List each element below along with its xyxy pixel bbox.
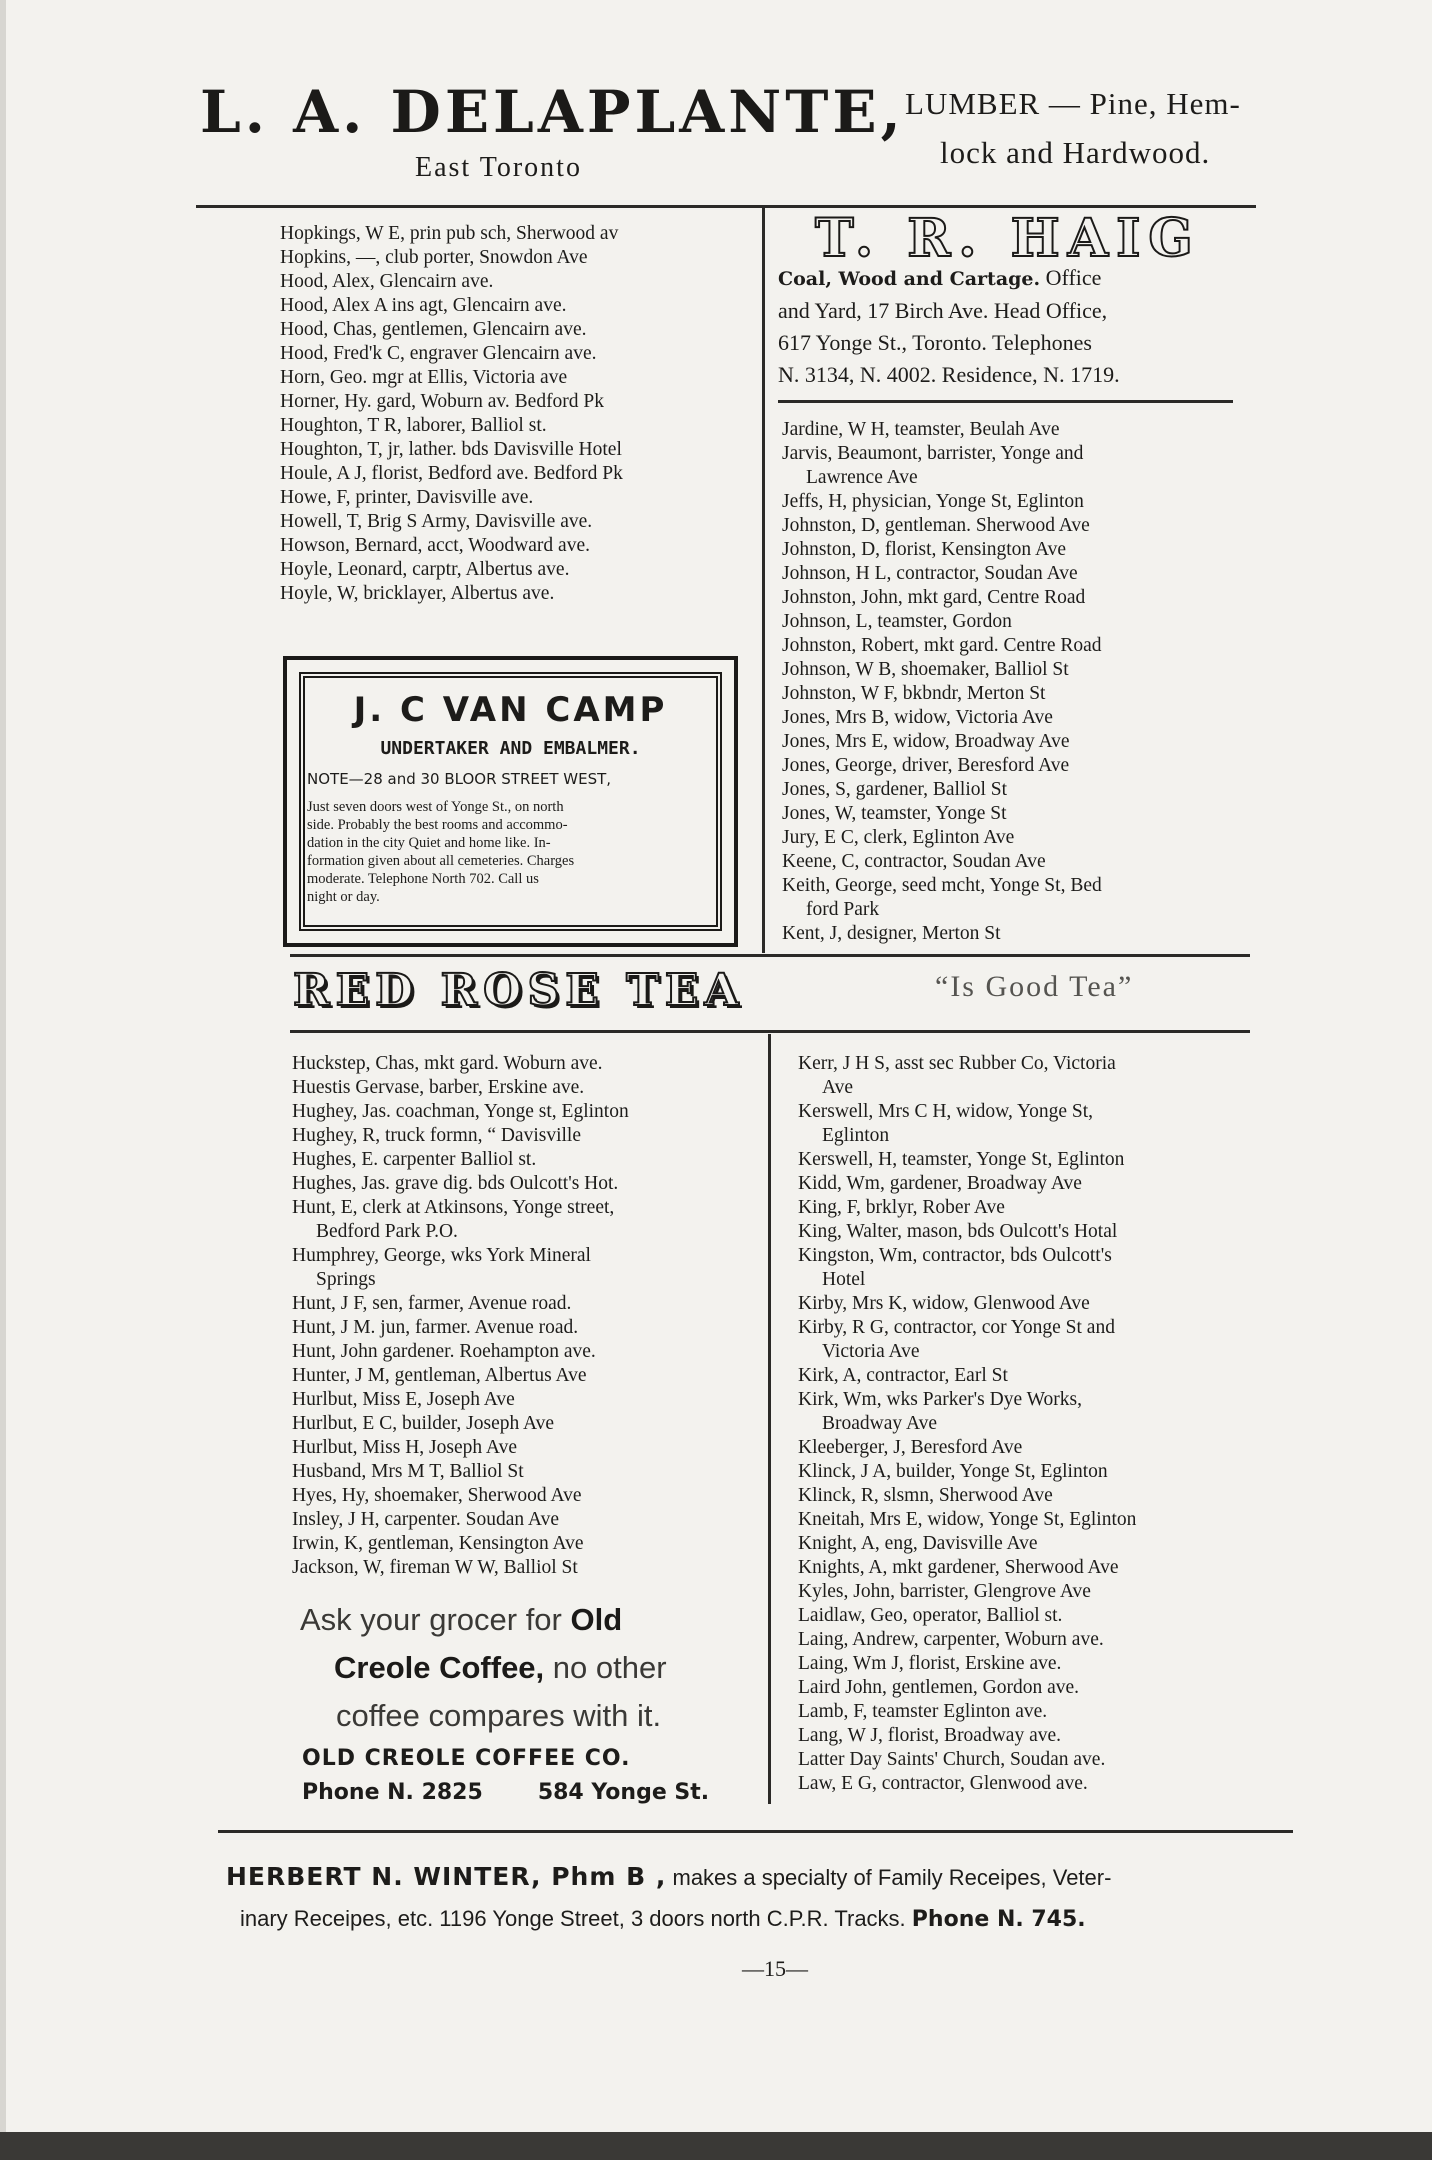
right-top-listing — [782, 418, 1102, 946]
listing-entry: Houghton, T, jr, lather. bds Davisville Hotel — [280, 439, 622, 460]
listing-entry: Houghton, T R, laborer, Balliol st. — [280, 415, 547, 436]
van-camp-body-line: moderate. Telephone North 702. Call us — [307, 871, 539, 887]
listing-entry: Howe, F, printer, Davisville ave. — [280, 487, 534, 508]
listing-entry: King, F, brklyr, Rober Ave — [798, 1197, 1005, 1218]
listing-entry: Houle, A J, florist, Bedford ave. Bedford Pk — [280, 463, 623, 484]
listing-entry: Huckstep, Chas, mkt gard. Woburn ave. — [292, 1053, 603, 1074]
listing-entry: King, Walter, mason, bds Oulcott's Hotal — [798, 1221, 1118, 1242]
listing-entry: Johnson, L, teamster, Gordon — [782, 611, 1012, 632]
van-camp-body-line: side. Probably the best rooms and accommo- — [307, 817, 568, 833]
column-divider-bottom — [768, 1034, 771, 1804]
delaplante-line1: LUMBER — Pine, Hem- — [905, 86, 1241, 121]
haig-rule — [778, 400, 1233, 403]
creole-line2 — [334, 1650, 667, 1686]
listing-continuation: Broadway Ave — [822, 1413, 937, 1434]
listing-entry: Hoyle, Leonard, carptr, Albertus ave. — [280, 559, 570, 580]
listing-entry: Kleeberger, J, Beresford Ave — [798, 1437, 1023, 1458]
creole-ask: Ask your grocer for — [300, 1602, 571, 1637]
haig-line1: Office — [1040, 265, 1102, 290]
creole-phone: Phone N. 2825 — [302, 1780, 483, 1805]
listing-entry: Kyles, John, barrister, Glengrove Ave — [798, 1581, 1091, 1602]
listing-entry: Hunt, J F, sen, farmer, Avenue road. — [292, 1293, 572, 1314]
delaplante-name: L. A. DELAPLANTE, — [200, 78, 905, 146]
listing-entry: Hyes, Hy, shoemaker, Sherwood Ave — [292, 1485, 582, 1506]
haig-line3: 617 Yonge St., Toronto. Telephones — [778, 330, 1092, 355]
van-camp-body-line: Just seven doors west of Yonge St., on north — [307, 799, 564, 815]
delaplante-line2: lock and Hardwood. — [940, 135, 1211, 170]
listing-entry: Jarvis, Beaumont, barrister, Yonge and — [782, 443, 1084, 464]
van-camp-body — [307, 798, 702, 906]
listing-entry: Kirk, Wm, wks Parker's Dye Works, — [798, 1389, 1082, 1410]
listing-entry: Knights, A, mkt gardener, Sherwood Ave — [798, 1557, 1119, 1578]
van-camp-subtitle: UNDERTAKER AND EMBALMER. — [380, 738, 641, 759]
listing-entry: Jones, Mrs E, widow, Broadway Ave — [782, 731, 1070, 752]
right-bottom-listing — [798, 1052, 1136, 1796]
listing-entry: Laing, Andrew, carpenter, Woburn ave. — [798, 1629, 1104, 1650]
red-rose-slogan: “Is Good Tea” — [935, 970, 1134, 1003]
listing-entry: Lamb, F, teamster Eglinton ave. — [798, 1701, 1048, 1722]
winter-phone: Phone N. 745. — [911, 1907, 1086, 1932]
listing-entry: Klinck, R, slsmn, Sherwood Ave — [798, 1485, 1053, 1506]
listing-continuation: Eglinton — [822, 1125, 890, 1146]
winter-line1 — [226, 1862, 1111, 1891]
listing-entry: Knight, A, eng, Davisville Ave — [798, 1533, 1038, 1554]
footer-rule — [218, 1830, 1293, 1833]
listing-entry: Jones, George, driver, Beresford Ave — [782, 755, 1070, 776]
listing-entry: Hughey, R, truck formn, “ Davisville — [292, 1125, 582, 1146]
listing-entry: Horner, Hy. gard, Woburn av. Bedford Pk — [280, 391, 605, 412]
page-edge — [0, 0, 6, 2160]
listing-continuation: ford Park — [806, 899, 880, 920]
listing-entry: Howson, Bernard, acct, Woodward ave. — [280, 535, 590, 556]
red-rose-rule-bottom — [290, 1030, 1250, 1033]
creole-line1 — [300, 1602, 622, 1638]
listing-entry: Hunter, J M, gentleman, Albertus Ave — [292, 1365, 587, 1386]
listing-continuation: Hotel — [822, 1269, 866, 1290]
listing-entry: Jardine, W H, teamster, Beulah Ave — [782, 419, 1060, 440]
haig-line2: and Yard, 17 Birch Ave. Head Office, — [778, 298, 1108, 323]
listing-continuation: Springs — [316, 1269, 376, 1290]
listing-entry: Jones, S, gardener, Balliol St — [782, 779, 1008, 800]
winter-address: inary Receipes, etc. 1196 Yonge Street, 3 doors north C.P.R. Tracks. — [240, 1906, 912, 1931]
red-rose-tea-title: RED ROSE TEA — [293, 965, 745, 1016]
listing-continuation: Lawrence Ave — [806, 467, 918, 488]
scan-bottom-edge — [0, 2132, 1432, 2160]
listing-entry: Klinck, J A, builder, Yonge St, Eglinton — [798, 1461, 1108, 1482]
listing-entry: Hurlbut, Miss H, Joseph Ave — [292, 1437, 517, 1458]
red-rose-rule-top — [290, 954, 1250, 957]
listing-entry: Hurlbut, E C, builder, Joseph Ave — [292, 1413, 555, 1434]
left-top-listing — [280, 222, 623, 606]
listing-entry: Johnston, D, florist, Kensington Ave — [782, 539, 1067, 560]
listing-entry: Kneitah, Mrs E, widow, Yonge St, Eglinton — [798, 1509, 1137, 1530]
van-camp-title: J. C VAN CAMP — [353, 690, 668, 730]
listing-entry: Johnston, Robert, mkt gard. Centre Road — [782, 635, 1102, 656]
listing-entry: Kirby, R G, contractor, cor Yonge St and — [798, 1317, 1115, 1338]
listing-entry: Hurlbut, Miss E, Joseph Ave — [292, 1389, 515, 1410]
listing-entry: Hunt, J M. jun, farmer. Avenue road. — [292, 1317, 579, 1338]
listing-entry: Kingston, Wm, contractor, bds Oulcott's — [798, 1245, 1112, 1266]
listing-entry: Law, E G, contractor, Glenwood ave. — [798, 1773, 1088, 1794]
listing-entry: Husband, Mrs M T, Balliol St — [292, 1461, 524, 1482]
van-camp-address: NOTE—28 and 30 BLOOR STREET WEST, — [307, 770, 612, 788]
listing-entry: Humphrey, George, wks York Mineral — [292, 1245, 591, 1266]
van-camp-body-line: formation given about all cemeteries. Charges — [307, 853, 575, 869]
left-bottom-listing — [292, 1052, 629, 1580]
listing-entry: Hopkins, —, club porter, Snowdon Ave — [280, 247, 588, 268]
creole-brand: Creole Coffee, — [334, 1650, 545, 1685]
listing-entry: Laird John, gentlemen, Gordon ave. — [798, 1677, 1080, 1698]
creole-address: 584 Yonge St. — [537, 1780, 710, 1805]
winter-specialty: makes a specialty of Family Receipes, Veter- — [666, 1865, 1112, 1890]
listing-entry: Kerswell, H, teamster, Yonge St, Eglinton — [798, 1149, 1125, 1170]
listing-entry: Johnson, H L, contractor, Soudan Ave — [782, 563, 1078, 584]
delaplante-location: East Toronto — [415, 152, 582, 183]
creole-line3: coffee compares with it. — [336, 1698, 662, 1733]
listing-entry: Hopkings, W E, prin pub sch, Sherwood av — [280, 223, 619, 244]
creole-contact — [302, 1780, 709, 1805]
page-number: —15— — [742, 1956, 808, 1981]
listing-entry: Kidd, Wm, gardener, Broadway Ave — [798, 1173, 1082, 1194]
van-camp-body-line: night or day. — [307, 889, 380, 905]
listing-entry: Horn, Geo. mgr at Ellis, Victoria ave — [280, 367, 568, 388]
listing-entry: Kirby, Mrs K, widow, Glenwood Ave — [798, 1293, 1090, 1314]
listing-entry: Laidlaw, Geo, operator, Balliol st. — [798, 1605, 1063, 1626]
creole-noother: no other — [544, 1650, 667, 1685]
listing-continuation: Bedford Park P.O. — [316, 1221, 458, 1242]
listing-entry: Hunt, John gardener. Roehampton ave. — [292, 1341, 596, 1362]
listing-entry: Howell, T, Brig S Army, Davisville ave. — [280, 511, 593, 532]
listing-entry: Johnston, W F, bkbndr, Merton St — [782, 683, 1046, 704]
listing-entry: Hughes, E. carpenter Balliol st. — [292, 1149, 537, 1170]
haig-line4: N. 3134, N. 4002. Residence, N. 1719. — [778, 362, 1120, 387]
winter-line2 — [240, 1906, 1086, 1932]
haig-name: T. R. HAIG — [815, 208, 1201, 269]
listing-entry: Keene, C, contractor, Soudan Ave — [782, 851, 1046, 872]
listing-entry: Hunt, E, clerk at Atkinsons, Yonge street, — [292, 1197, 615, 1218]
listing-entry: Johnston, John, mkt gard, Centre Road — [782, 587, 1086, 608]
listing-entry: Lang, W J, florist, Broadway ave. — [798, 1725, 1062, 1746]
listing-entry: Hughes, Jas. grave dig. bds Oulcott's Hot. — [292, 1173, 619, 1194]
van-camp-ad — [283, 656, 738, 947]
listing-entry: Jackson, W, fireman W W, Balliol St — [292, 1557, 578, 1578]
listing-entry: Hoyle, W, bricklayer, Albertus ave. — [280, 583, 555, 604]
listing-entry: Johnson, W B, shoemaker, Balliol St — [782, 659, 1069, 680]
listing-entry: Johnston, D, gentleman. Sherwood Ave — [782, 515, 1090, 536]
haig-bold: Coal, Wood and Cartage. — [778, 268, 1041, 290]
listing-entry: Kerswell, Mrs C H, widow, Yonge St, — [798, 1101, 1094, 1122]
column-divider-top — [762, 208, 765, 953]
winter-name: HERBERT N. WINTER, Phm B , — [226, 1862, 667, 1891]
creole-company: OLD CREOLE COFFEE CO. — [302, 1746, 631, 1771]
listing-entry: Huestis Gervase, barber, Erskine ave. — [292, 1077, 585, 1098]
listing-entry: Keith, George, seed mcht, Yonge St, Bed — [782, 875, 1102, 896]
listing-entry: Kirk, A, contractor, Earl St — [798, 1365, 1008, 1386]
listing-entry: Hood, Fred'k C, engraver Glencairn ave. — [280, 343, 597, 364]
listing-continuation: Victoria Ave — [822, 1341, 920, 1362]
listing-entry: Kent, J, designer, Merton St — [782, 923, 1001, 944]
listing-entry: Laing, Wm J, florist, Erskine ave. — [798, 1653, 1062, 1674]
listing-entry: Hood, Alex A ins agt, Glencairn ave. — [280, 295, 567, 316]
listing-entry: Hood, Alex, Glencairn ave. — [280, 271, 494, 292]
listing-entry: Jones, Mrs B, widow, Victoria Ave — [782, 707, 1053, 728]
listing-entry: Irwin, K, gentleman, Kensington Ave — [292, 1533, 584, 1554]
van-camp-body-line: dation in the city Quiet and home like. In- — [307, 835, 551, 851]
listing-entry: Kerr, J H S, asst sec Rubber Co, Victoria — [798, 1053, 1116, 1074]
listing-entry: Hood, Chas, gentlemen, Glencairn ave. — [280, 319, 587, 340]
listing-entry: Jury, E C, clerk, Eglinton Ave — [782, 827, 1015, 848]
listing-entry: Jones, W, teamster, Yonge St — [782, 803, 1007, 824]
listing-entry: Latter Day Saints' Church, Soudan ave. — [798, 1749, 1106, 1770]
listing-continuation: Ave — [822, 1077, 854, 1098]
haig-ad-text — [778, 262, 1238, 391]
listing-entry: Insley, J H, carpenter. Soudan Ave — [292, 1509, 559, 1530]
listing-entry: Jeffs, H, physician, Yonge St, Eglinton — [782, 491, 1084, 512]
listing-entry: Hughey, Jas. coachman, Yonge st, Eglinton — [292, 1101, 629, 1122]
creole-old: Old — [570, 1602, 623, 1637]
